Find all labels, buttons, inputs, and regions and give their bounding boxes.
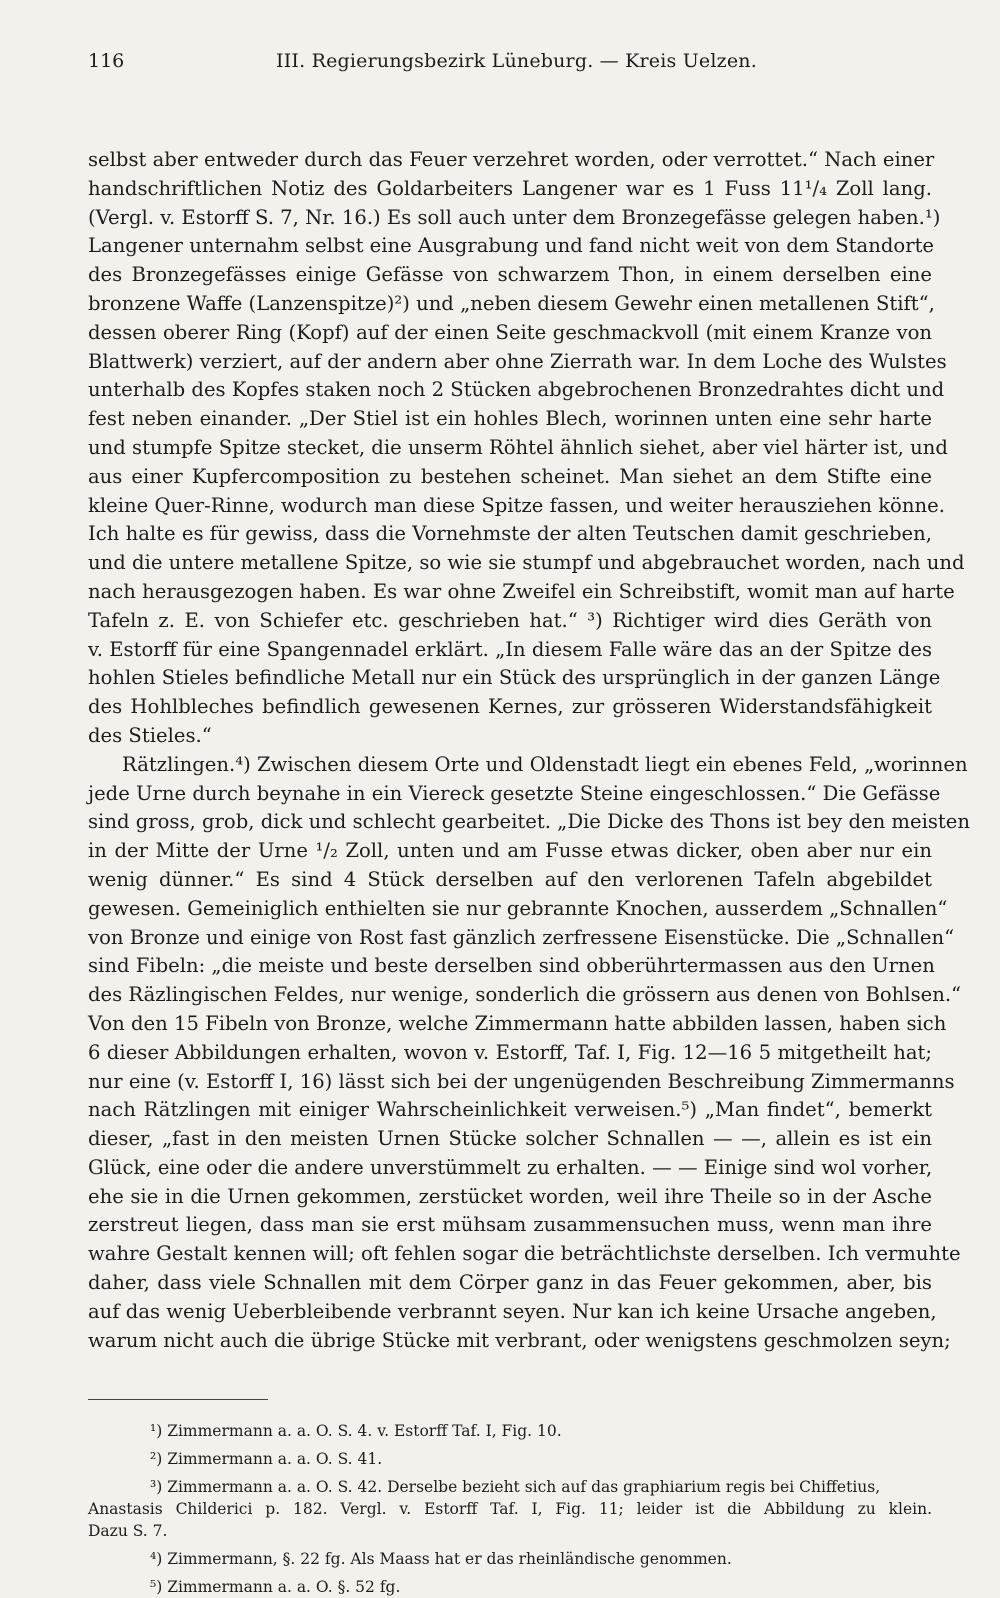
footnote-5: ⁵) Zimmermann a. a. O. §. 52 fg.	[150, 1578, 401, 1597]
text-line: gewesen. Gemeiniglich enthielten sie nur gebrannte Knochen, ausserdem „Schnallen“	[88, 896, 948, 920]
text-line: daher, dass viele Schnallen mit dem Cörper ganz in das Feuer gekommen, aber, bis	[88, 1271, 932, 1295]
text-line: zerstreut liegen, dass man sie erst mühsam zusammensuchen muss, wenn man ihre	[88, 1213, 932, 1237]
text-line: hohlen Stieles befindliche Metall nur ein Stück des ursprünglich in der ganzen Länge	[88, 666, 941, 690]
text-line: des Bronzegefässes einige Gefässe von schwarzem Thon, in einem derselben eine	[88, 263, 932, 287]
text-line: nach herausgezogen haben. Es war ohne Zweifel ein Schreibstift, womit man auf harte	[88, 579, 955, 603]
text-line: Tafeln z. E. von Schiefer etc. geschrieben hat.“ ³) Richtiger wird dies Geräth von	[88, 608, 932, 632]
text-line: kleine Quer-Rinne, wodurch man diese Spitze fassen, und weiter herausziehen könne.	[88, 493, 945, 517]
footnote-1: ¹) Zimmermann a. a. O. S. 4. v. Estorff Taf. I, Fig. 10.	[150, 1422, 562, 1441]
footnote-2: ²) Zimmermann a. a. O. S. 41.	[150, 1450, 383, 1469]
footnote-4: ⁴) Zimmermann, §. 22 fg. Als Maass hat er das rheinländische genommen.	[150, 1550, 732, 1569]
text-line: des Stieles.“	[88, 723, 212, 747]
body-text	[88, 146, 971, 1355]
text-line: dessen oberer Ring (Kopf) auf der einen Seite geschmackvoll (mit einem Kranze von	[88, 320, 932, 344]
text-line: jede Urne durch beynahe in ein Viereck gesetzte Steine eingeschlossen.“ Die Gefässe	[88, 781, 941, 805]
text-line: v. Estorff für eine Spangennadel erklärt. „In diesem Falle wäre das an der Spitze des	[88, 637, 932, 661]
page-header	[88, 50, 932, 84]
footnote-divider	[88, 1399, 268, 1400]
text-line: handschriftlichen Notiz des Goldarbeiters Langener war es 1 Fuss 11¹/₄ Zoll lang.	[88, 176, 932, 200]
text-line: und stumpfe Spitze stecket, die unserm Röhtel ähnlich siehet, aber viel härter ist, und	[88, 435, 948, 459]
text-line: 6 dieser Abbildungen erhalten, wovon v. Estorff, Taf. I, Fig. 12—16 5 mitgetheilt hat;	[88, 1040, 932, 1064]
text-line: Rätzlingen.⁴) Zwischen diesem Orte und Oldenstadt liegt ein ebenes Feld, „worinnen	[122, 752, 968, 776]
text-line: Von den 15 Fibeln von Bronze, welche Zimmermann hatte abbilden lassen, haben sich	[88, 1011, 947, 1035]
text-line: und die untere metallene Spitze, so wie sie stumpf und abgebrauchet worden, nach und	[88, 551, 965, 575]
text-line: des Räzlingischen Feldes, nur wenige, sonderlich die grössern aus denen von Bohlsen.“	[88, 983, 962, 1007]
text-line: dieser, „fast in den meisten Urnen Stücke solcher Schnallen — —, allein es ist ein	[88, 1127, 932, 1151]
footnote-3: ³) Zimmermann a. a. O. S. 42. Derselbe bezieht sich auf das graphiarium regis bei Chiffetius,	[150, 1478, 881, 1497]
text-line: wenig dünner.“ Es sind 4 Stück derselben auf den verlorenen Tafeln abgebildet	[88, 867, 932, 891]
text-line: ehe sie in die Urnen gekommen, zerstücket worden, weil ihre Theile so in der Asche	[88, 1184, 932, 1208]
text-line: aus einer Kupfercomposition zu bestehen scheinet. Man siehet an dem Stifte eine	[88, 464, 932, 488]
text-line: Blattwerk) verziert, auf der andern aber ohne Zierrath war. In dem Loche des Wulstes	[88, 349, 947, 373]
footnote-3-continuation: Dazu S. 7.	[88, 1522, 168, 1541]
text-line: warum nicht auch die übrige Stücke mit verbrant, oder wenigstens geschmolzen seyn;	[88, 1328, 951, 1352]
text-line: (Vergl. v. Estorff S. 7, Nr. 16.) Es soll auch unter dem Bronzegefässe gelegen haben.¹)	[88, 205, 941, 229]
text-line: Glück, eine oder die andere unverstümmelt zu erhalten. — — Einige sind wol vorher,	[88, 1155, 933, 1179]
text-line: in der Mitte der Urne ¹/₂ Zoll, unten und am Fusse etwas dicker, oben aber nur ein	[88, 839, 932, 863]
text-line: unterhalb des Kopfes staken noch 2 Stücken abgebrochenen Bronzedrahtes dicht und	[88, 378, 945, 402]
text-line: Langener unternahm selbst eine Ausgrabung und fand nicht weit von dem Standorte	[88, 234, 935, 258]
text-line: auf das wenig Ueberbleibende verbrannt seyen. Nur kan ich keine Ursache angeben,	[88, 1299, 937, 1323]
text-line: des Hohlbleches befindlich gewesenen Kernes, zur grösseren Widerstandsfähigkeit	[88, 695, 932, 719]
text-line: von Bronze und einige von Rost fast gänzlich zerfressene Eisenstücke. Die „Schnallen“	[88, 925, 955, 949]
text-line: sind Fibeln: „die meiste und beste derselben sind obberührtermassen aus den Urnen	[88, 954, 935, 978]
text-line: fest neben einander. „Der Stiel ist ein hohles Blech, worinnen unten eine sehr harte	[88, 407, 932, 431]
text-line: nach Rätzlingen mit einiger Wahrscheinlichkeit verweisen.⁵) „Man findet“, bemerkt	[88, 1098, 932, 1122]
text-line: wahre Gestalt kennen will; oft fehlen sogar die beträchtlichste derselben. Ich vermuhte	[88, 1242, 961, 1266]
text-line: selbst aber entweder durch das Feuer verzehret worden, oder verrottet.“ Nach einer	[88, 148, 935, 171]
text-line: bronzene Waffe (Lanzenspitze)²) und „neben diesem Gewehr einen metallenen Stift“,	[88, 291, 935, 315]
page-number: 116	[88, 50, 125, 72]
footnote-3-continuation: Anastasis Childerici p. 182. Vergl. v. Estorff Taf. I, Fig. 11; leider ist die Abbildung zu klein.	[88, 1500, 932, 1519]
text-line: Ich halte es für gewiss, dass die Vornehmste der alten Teutschen damit geschrieben,	[88, 522, 932, 546]
running-head: III. Regierungsbezirk Lüneburg. — Kreis Uelzen.	[276, 50, 757, 72]
footnotes	[88, 1420, 932, 1598]
text-line: sind gross, grob, dick und schlecht gearbeitet. „Die Dicke des Thons ist bey den meisten	[88, 810, 971, 834]
text-line: nur eine (v. Estorff I, 16) lässt sich bei der ungenügenden Beschreibung Zimmermanns	[88, 1069, 955, 1093]
